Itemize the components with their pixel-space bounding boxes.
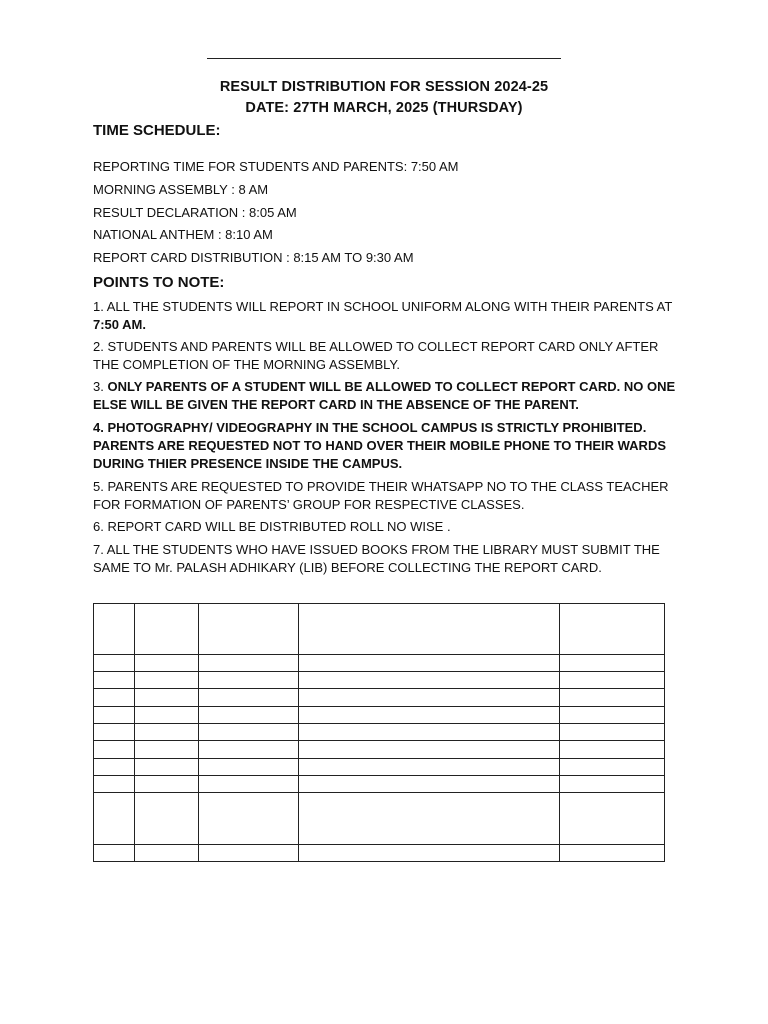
table-cell [94, 689, 135, 707]
table-cell [135, 689, 199, 707]
table-cell [94, 672, 135, 689]
table-cell [135, 845, 199, 862]
table-cell [135, 759, 199, 776]
table-cell [135, 707, 199, 724]
table-cell [560, 672, 665, 689]
table-cell [299, 776, 560, 793]
table-cell [135, 655, 199, 672]
table-cell [299, 724, 560, 741]
note-point-3-text: ONLY PARENTS OF A STUDENT WILL BE ALLOWED TO COLLECT REPORT CARD. NO ONE ELSE WILL BE GIVEN THE REPORT CARD IN THE ABSENCE OF THE PARENT. [93, 379, 676, 412]
table-cell [299, 689, 560, 707]
table-row [94, 776, 665, 793]
document-date: DATE: 27TH MARCH, 2025 (THURSDAY) [245, 100, 523, 116]
note-point-2: 2. STUDENTS AND PARENTS WILL BE ALLOWED TO COLLECT REPORT CARD ONLY AFTER THE COMPLETION OF THE MORNING ASSEMBLY. [93, 339, 659, 372]
table-cell [94, 793, 135, 845]
table-header-row [94, 604, 665, 655]
table-cell [199, 741, 299, 759]
schedule-item: REPORT CARD DISTRIBUTION : 8:15 AM TO 9:30 AM [93, 250, 414, 265]
table-cell [199, 793, 299, 845]
table-cell [560, 689, 665, 707]
table-cell [94, 604, 135, 655]
table-cell [299, 655, 560, 672]
note-point-7: 7. ALL THE STUDENTS WHO HAVE ISSUED BOOKS FROM THE LIBRARY MUST SUBMIT THE SAME TO Mr. PALASH ADHIKARY (LIB) BEFORE COLLECTING THE REPORT CARD. [93, 542, 660, 575]
table-cell [199, 655, 299, 672]
table-row [94, 689, 665, 707]
note-point-1-text: 1. ALL THE STUDENTS WILL REPORT IN SCHOOL UNIFORM ALONG WITH THEIR PARENTS AT [93, 299, 673, 314]
table-cell [94, 655, 135, 672]
note-point-3-number: 3. [93, 379, 108, 394]
table-cell [94, 741, 135, 759]
table-cell [199, 776, 299, 793]
table-row [94, 845, 665, 862]
table-row [94, 672, 665, 689]
table-cell [135, 776, 199, 793]
table-row [94, 759, 665, 776]
table-cell [94, 845, 135, 862]
schedule-item: MORNING ASSEMBLY : 8 AM [93, 182, 269, 197]
note-point-6: 6. REPORT CARD WILL BE DISTRIBUTED ROLL NO WISE . [93, 519, 451, 534]
table-cell [135, 793, 199, 845]
top-rule [207, 58, 561, 59]
document-title: RESULT DISTRIBUTION FOR SESSION 2024-25 [219, 79, 549, 95]
table-cell [199, 845, 299, 862]
table-row [94, 655, 665, 672]
table-cell [199, 759, 299, 776]
note-point-3 [93, 378, 683, 414]
table-cell [94, 724, 135, 741]
note-point-1-time: 7:50 AM. [93, 317, 146, 332]
table-cell [299, 845, 560, 862]
table-cell [299, 672, 560, 689]
table-cell [199, 707, 299, 724]
table-row [94, 793, 665, 845]
blank-table [93, 603, 665, 862]
table-cell [199, 604, 299, 655]
table-cell [135, 672, 199, 689]
table-cell [299, 707, 560, 724]
table-row [94, 724, 665, 741]
table-cell [560, 724, 665, 741]
table-cell [560, 845, 665, 862]
schedule-item: REPORTING TIME FOR STUDENTS AND PARENTS: 7:50 AM [93, 159, 459, 174]
note-point-4: 4. PHOTOGRAPHY/ VIDEOGRAPHY IN THE SCHOOL CAMPUS IS STRICTLY PROHIBITED. PARENTS ARE REQUESTED NOT TO HAND OVER THEIR MOBILE PHONE TO THEIR WARDS DURING THIER PRESENCE INSIDE THE CAMPUS. [93, 420, 667, 471]
table-cell [299, 604, 560, 655]
schedule-item: NATIONAL ANTHEM : 8:10 AM [93, 227, 273, 242]
table-cell [560, 776, 665, 793]
points-to-note-heading: POINTS TO NOTE: [93, 274, 225, 291]
time-schedule-heading: TIME SCHEDULE: [93, 122, 221, 139]
table-cell [199, 672, 299, 689]
table-cell [299, 759, 560, 776]
note-point-5: 5. PARENTS ARE REQUESTED TO PROVIDE THEIR WHATSAPP NO TO THE CLASS TEACHER FOR FORMATION OF PARENTS’ GROUP FOR RESPECTIVE CLASSES. [93, 479, 669, 512]
table-cell [199, 689, 299, 707]
table-cell [560, 707, 665, 724]
schedule-item: RESULT DECLARATION : 8:05 AM [93, 205, 297, 220]
note-point-1 [93, 298, 683, 334]
table-cell [135, 604, 199, 655]
table-cell [560, 759, 665, 776]
table-cell [299, 741, 560, 759]
table-cell [560, 741, 665, 759]
table-cell [135, 724, 199, 741]
table-cell [560, 655, 665, 672]
table-cell [560, 604, 665, 655]
table-row [94, 707, 665, 724]
table-cell [299, 793, 560, 845]
table-cell [94, 776, 135, 793]
table-cell [135, 741, 199, 759]
table-cell [94, 707, 135, 724]
table-cell [199, 724, 299, 741]
table-row [94, 741, 665, 759]
table-cell [560, 793, 665, 845]
table-cell [94, 759, 135, 776]
